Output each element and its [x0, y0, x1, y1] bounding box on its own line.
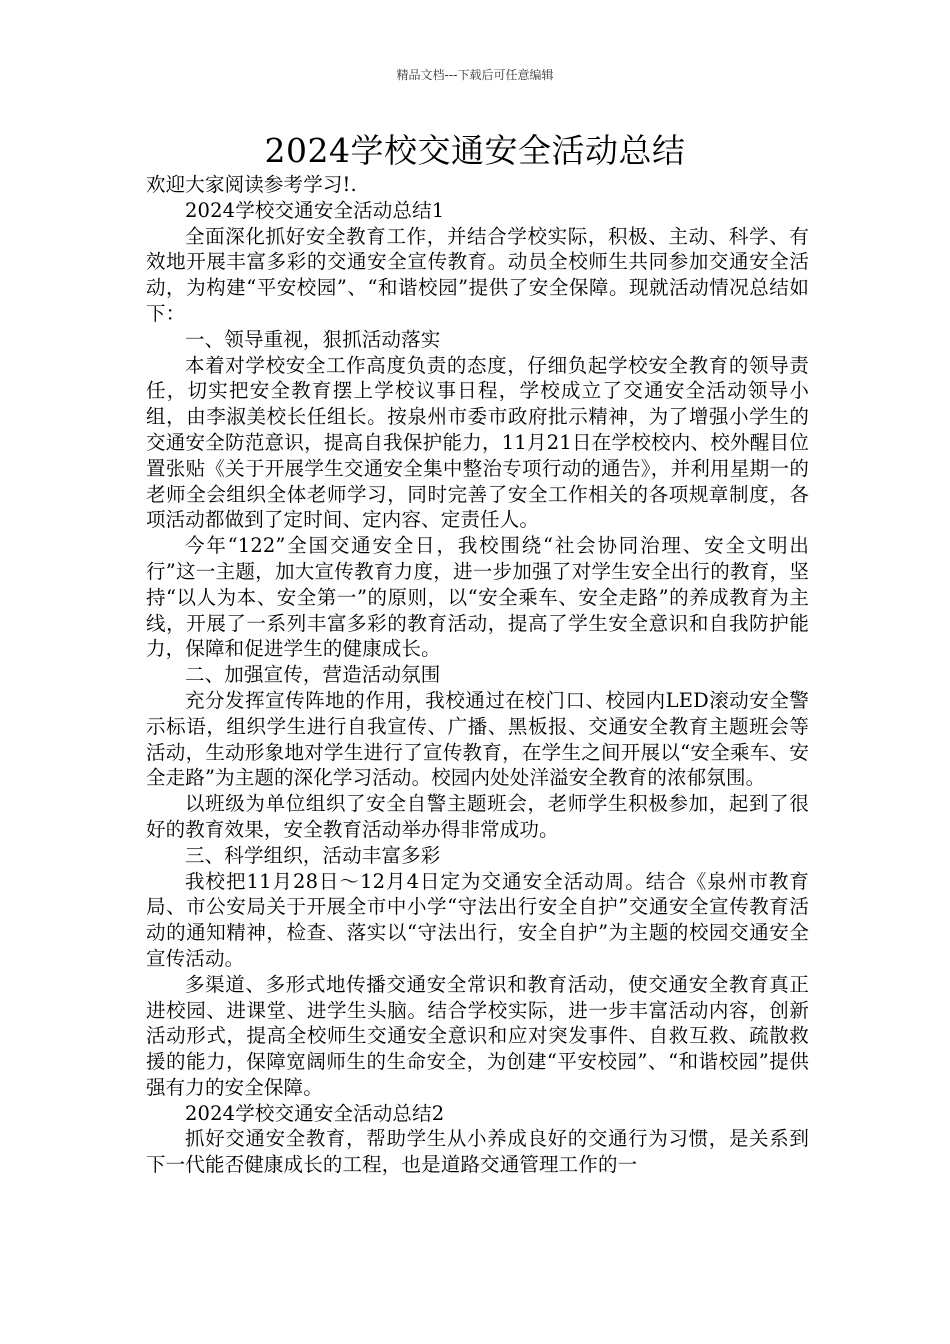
page-header: 精品文档---下载后可任意编辑: [396, 68, 554, 82]
document-title: 2024学校交通安全活动总结: [264, 131, 686, 170]
section-heading: 三、科学组织，活动丰富多彩: [185, 843, 441, 867]
paragraph: 本着对学校安全工作高度负责的态度，仔细负起学校安全教育的领导责任，切实把安全教育摆上学校议事日程，学校成立了交通安全活动领导小组，由李淑美校长任组长。按泉州市委市政府批示精神，为了增强小学生的交通安全防范意识，提高自我保护能力，11月21日在学校校内、校外醒目位置张贴《关于开展学生交通安全集中整治专项行动的通告》，并利用星期一的老师全会组织全体老师学习，同时完善了安全工作相关的各项规章制度，各项活动都做到了定时间、定内容、定责任人。: [146, 353, 809, 532]
paragraph: 全面深化抓好安全教育工作，并结合学校实际，积极、主动、科学、有效地开展丰富多彩的交通安全宣传教育。动员全校师生共同参加交通安全活动，为构建“平安校园”、“和谐校园”提供了安全保障。现就活动情况总结如下：: [146, 224, 809, 325]
paragraph: 多渠道、多形式地传播交通安全常识和教育活动，使交通安全教育真正进校园、进课堂、进学生头脑。结合学校实际，进一步丰富活动内容，创新活动形式，提高全校师生交通安全意识和应对突发事件、自救互救、疏散救援的能力，保障宽阔师生的生命安全，为创建“平安校园”、“和谐校园”提供强有力的安全保障。: [146, 972, 809, 1099]
section-heading: 一、领导重视，狠抓活动落实: [185, 327, 441, 351]
paragraph: 以班级为单位组织了安全自警主题班会，老师学生积极参加，起到了很好的教育效果，安全教育活动举办得非常成功。: [146, 792, 809, 841]
section-heading: 二、加强宣传，营造活动氛围: [185, 663, 441, 687]
paragraph: 今年“122”全国交通安全日，我校围绕“社会协同治理、安全文明出行”这一主题，加大宣传教育力度，进一步加强了对学生安全出行的教育，坚持“以人为本、安全第一”的原则，以“安全乘车、安全走路”的养成教育为主线，开展了一系列丰富多彩的教育活动，提高了学生安全意识和自我防护能力，保障和促进学生的健康成长。: [146, 534, 809, 661]
paragraph: 充分发挥宣传阵地的作用，我校通过在校门口、校园内LED滚动安全警示标语，组织学生进行自我宣传、广播、黑板报、交通安全教育主题班会等活动，生动形象地对学生进行了宣传教育，在学生之间开展以“安全乘车、安全走路”为主题的深化学习活动。校园内处处洋溢安全教育的浓郁氛围。: [146, 688, 809, 790]
section-heading: 2024学校交通安全活动总结2: [185, 1101, 445, 1125]
section-heading: 2024学校交通安全活动总结1: [185, 198, 445, 222]
paragraph: 欢迎大家阅读参考学习!.: [146, 173, 357, 196]
paragraph: 我校把11月28日～12月4日定为交通安全活动周。结合《泉州市教育局、市公安局关于开展全市中小学“守法出行安全自护”交通安全宣传教育活动的通知精神，检查、落实以“守法出行，安全自护”为主题的校园交通安全宣传活动。: [146, 869, 809, 970]
document-body: [146, 172, 809, 1178]
paragraph: 抓好交通安全教育，帮助学生从小养成良好的交通行为习惯，是关系到下一代能否健康成长的工程，也是道路交通管理工作的一: [146, 1127, 809, 1177]
